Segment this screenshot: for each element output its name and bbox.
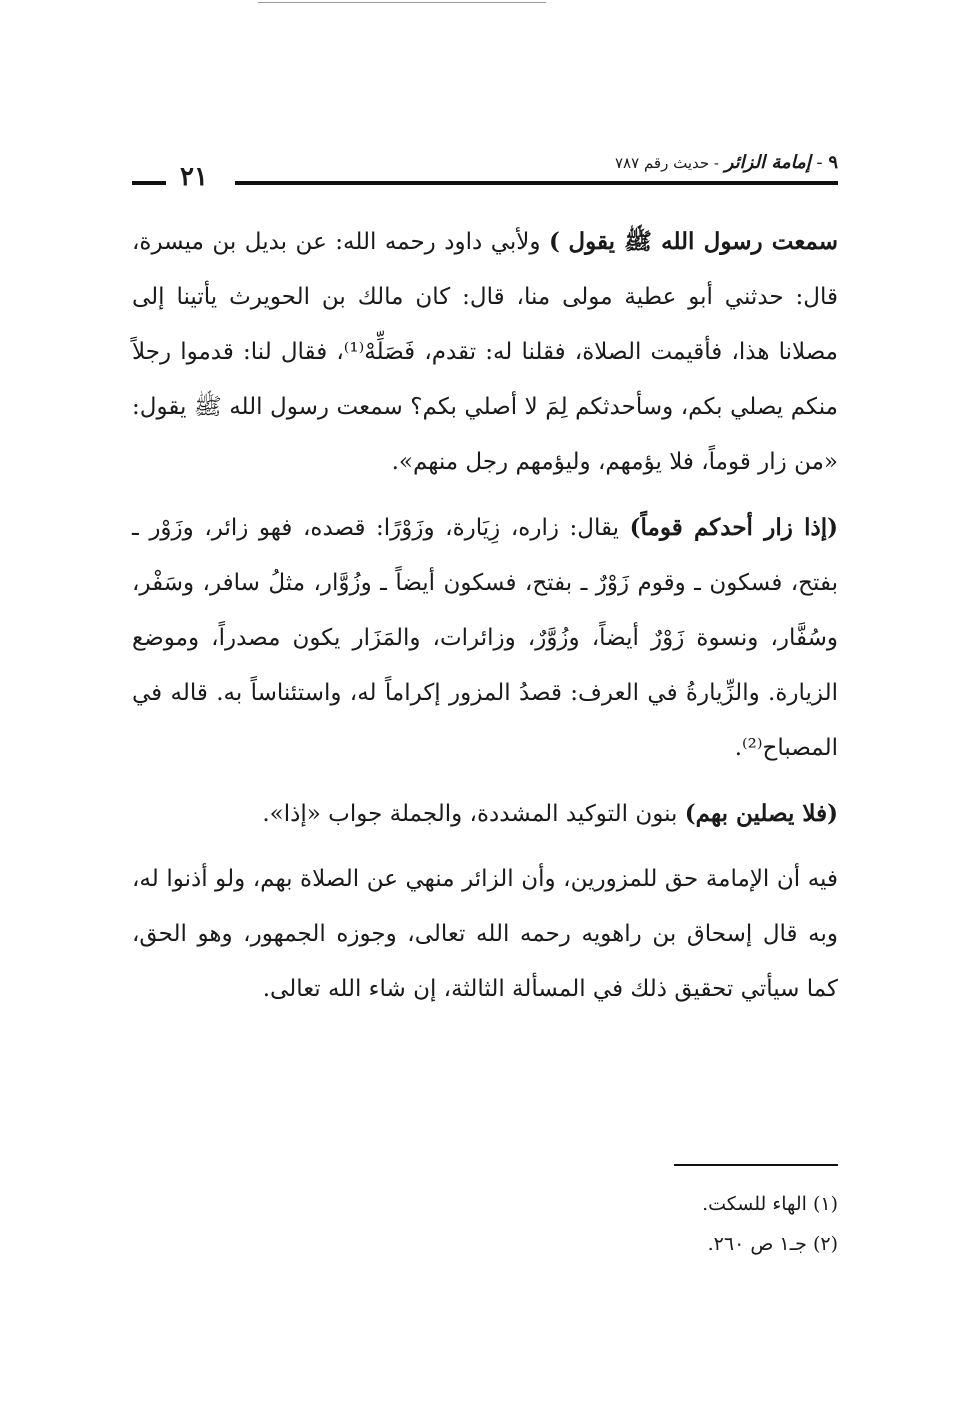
main-text bbox=[132, 214, 838, 1017]
top-edge-rule bbox=[258, 2, 546, 3]
footnote-text: الهاء للسكت. bbox=[702, 1193, 807, 1215]
header-rule bbox=[235, 181, 838, 185]
chapter-title: إمامة الزائر bbox=[724, 152, 811, 173]
paragraph-3-text: بنون التوكيد المشددة، والجملة جواب «إذا». bbox=[262, 801, 678, 827]
paragraph-3: (فلا يصلين بهم) بنون التوكيد المشددة، والجملة جواب «إذا». bbox=[262, 800, 838, 827]
footnote-marker: (١) bbox=[812, 1193, 838, 1215]
footnote-2 bbox=[132, 1224, 838, 1264]
paragraph-4-text: فيه أن الإمامة حق للمزورين، وأن الزائر منهي عن الصلاة بهم، ولو أذنوا له، وبه قال إسحاق بن راهويه رحمه الله تعالى، وجوزه الجمهور، وهو الحق، كما سيأتي تحقيق ذلك في المسألة الثالثة، إن شاء الله تعالى. bbox=[132, 866, 838, 1002]
footnote-1 bbox=[132, 1184, 838, 1224]
footnote-marker: (٢) bbox=[812, 1233, 838, 1255]
paragraph-1-text: ولأبي داود رحمه الله: عن بديل بن ميسرة، قال: حدثني أبو عطية مولى منا، قال: كان مالك بن الحويرث يأتينا إلى مصلانا هذا، فأقيمت الصلاة، فقلنا له: تقدم، فَصَلِّهْ⁽¹⁾، فقال لنا: قدموا رجلاً منكم يصلي بكم، وسأحدثكم لِمَ لا أصلي بكم؟ سمعت رسول الله ﷺ يقول: «من زار قوماً، فلا يؤمهم، وليؤمهم رجل منهم». bbox=[132, 229, 838, 475]
paragraph-1: سمعت رسول الله ﷺ يقول ) ولأبي داود رحمه الله: عن بديل بن ميسرة، قال: حدثني أبو عطية مولى منا، قال: كان مالك بن الحويرث يأتينا إلى مصلانا هذا، فأقيمت الصلاة، فقلنا له: تقدم، فَصَلِّهْ⁽¹⁾، فقال لنا: قدموا رجلاً منكم يصلي بكم، وسأحدثكم لِمَ لا أصلي بكم؟ سمعت رسول الله ﷺ يقول: «من زار قوماً، فلا يؤمهم، وليؤمهم رجل منهم». bbox=[132, 228, 839, 475]
footnote-text: جـ١ ص ٢٦٠. bbox=[707, 1233, 807, 1255]
page-number: ٢١ bbox=[180, 162, 208, 192]
hadith-reference: حديث رقم ٧٨٧ bbox=[615, 154, 710, 172]
footnote-rule bbox=[674, 1164, 838, 1166]
footnotes bbox=[132, 1184, 838, 1264]
paragraph-2-text: يقال: زاره، زِيَارة، وزَوْرًا: قصده، فهو زائر، وزَوْر ـ بفتح، فسكون ـ وقوم زَوْرٌ ـ بفتح، فسكون أيضاً ـ وزُوَّار، مثلُ سافر، وسَفْر، وسُفَّار، ونسوة زَوْرٌ أيضاً، وزُوَّرٌ، وزائرات، والمَزَار يكون مصدراً، وموضع الزيارة. والزِّيارةُ في العرف: قصدُ المزور إكراماً له، واستئناساً به. قاله في المصباح⁽²⁾. bbox=[132, 515, 838, 761]
page-number-dash bbox=[132, 181, 166, 185]
chapter-number: ٩ bbox=[828, 152, 838, 173]
paragraph-3-lemma: فلا يصلين بهم bbox=[695, 800, 828, 827]
paragraph-1-lemma: سمعت رسول الله ﷺ يقول bbox=[568, 228, 839, 255]
paragraph-2-lemma: إذا زار أحدكم قوماً bbox=[640, 514, 828, 541]
paragraph-2: (إذا زار أحدكم قوماً) يقال: زاره، زِيَارة، وزَوْرًا: قصده، فهو زائر، وزَوْر ـ بفتح، فسكون ـ وقوم زَوْرٌ ـ بفتح، فسكون أيضاً ـ وزُوَّار، مثلُ سافر، وسَفْر، وسُفَّار، ونسوة زَوْرٌ أيضاً، وزُوَّرٌ، وزائرات، والمَزَار يكون مصدراً، وموضع الزيارة. والزِّيارةُ في العرف: قصدُ المزور إكراماً له، واستئناساً به. قاله في المصباح⁽²⁾. bbox=[132, 514, 839, 761]
page-header bbox=[132, 148, 838, 193]
paragraph-4 bbox=[132, 852, 838, 1017]
running-head: ٩ - إمامة الزائر - حديث رقم ٧٨٧ bbox=[615, 152, 838, 173]
